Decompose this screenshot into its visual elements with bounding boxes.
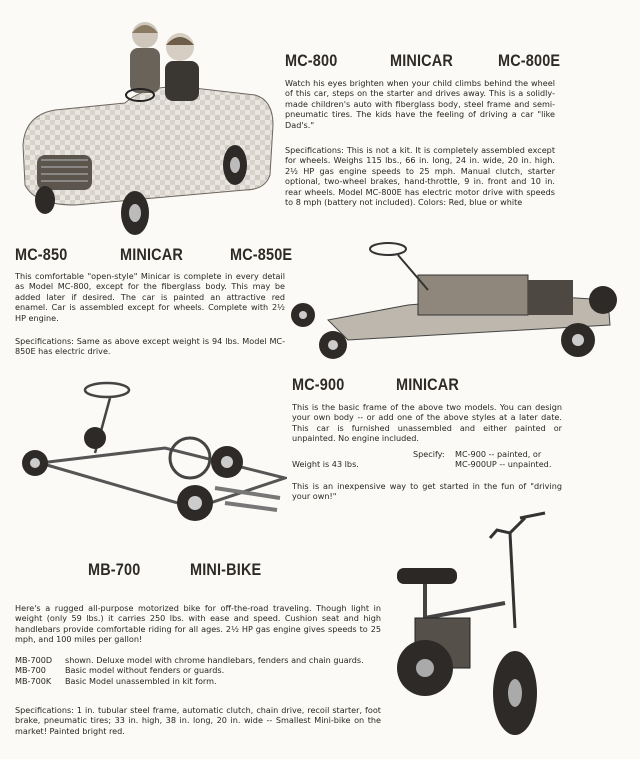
mb700-model-item xyxy=(15,665,381,675)
mc900-specify-option-unpainted: MC-900UP -- unpainted. xyxy=(455,459,552,469)
mc900-specify-label: Specify: xyxy=(413,449,445,459)
mb700-description: Here's a rugged all-purpose motorized bike for off-the-road traveling. Though light in weight (only 59 lbs.) it carries 250 lbs. with ease and speed. Cushion seat and high handlebars provide comfortable riding for all ages. 2½ HP gas engine gives speeds to 25 mph, and 100 miles per gallon! xyxy=(15,603,381,645)
mb700-model-item xyxy=(15,676,381,686)
mc850-type-heading: MINICAR xyxy=(120,245,184,264)
mc850-description: This comfortable "open-style" Minicar is complete in every detail as Model MC-800, except for the fiberglass body. This may be added later if desired. The car is painted an attractive red enamel. Car is assembled except for wheels. Complete with 2½ HP engine. xyxy=(15,271,285,323)
model-code: MB-700K xyxy=(15,675,52,686)
mc800-model-heading: MC-800 xyxy=(285,51,338,70)
mb700-model-heading: MB-700 xyxy=(88,560,141,579)
mc900-weight: Weight is 43 lbs. xyxy=(292,459,359,469)
mb700-minibike-photo xyxy=(385,508,565,748)
model-text: Basic Model unassembled in kit form. xyxy=(65,675,217,686)
mc850-specifications: Specifications: Same as above except weight is 94 lbs. Model MC-850E has electric drive. xyxy=(15,336,285,357)
mb700-model-list xyxy=(15,655,381,686)
mc900-frame-photo xyxy=(15,368,287,526)
model-text: shown. Deluxe model with chrome handlebars, fenders and chain guards. xyxy=(65,655,364,665)
mb700-model-item xyxy=(15,655,381,665)
mc900-closing: This is an inexpensive way to get started in the fun of "driving your own!" xyxy=(292,481,562,502)
mb700-type-heading: MINI-BIKE xyxy=(190,560,262,579)
mc800-specifications: Specifications: This is not a kit. It is completely assembled except for wheels. Weighs 115 lbs., 66 in. long, 24 in. wide, 20 in. high. 2½ HP gas engine speeds to 25 mph. Manual clutch, starter optional, two-wheel brakes, hand-throttle, 9 in. front and 10 in. rear wheels. Model MC-800E has electric motor drive with speeds to 8 mph (battery not included). Colors: Red, blue or white xyxy=(285,145,555,208)
mc800-variant-heading: MC-800E xyxy=(498,51,561,70)
mc850-car-photo xyxy=(288,235,628,367)
mc900-description: This is the basic frame of the above two models. You can design your own body -- or add one of the above styles at a later date. This car is furnished unassembled and either painted or unpainted. No engine included. xyxy=(292,402,562,444)
mb700-specifications: Specifications: 1 in. tubular steel frame, automatic clutch, chain drive, recoil starter, foot brake, pneumatic tires; 33 in. high, 38 in. long, 20 in. wide -- Smallest Mini-bike on the market! Painted bright red. xyxy=(15,705,381,736)
model-text: Basic model without fenders or guards. xyxy=(65,665,225,676)
mc800-description: Watch his eyes brighten when your child climbs behind the wheel of this car, steps on the starter and drives away. This is a solidly-made children's auto with fiberglass body, steel frame and semi-pneumatic tires. The kids have the feeling of driving a car "like Dad's." xyxy=(285,78,555,130)
model-code: MB-700 xyxy=(15,665,46,676)
mc800-car-photo xyxy=(15,15,277,237)
model-code: MB-700D xyxy=(15,655,53,665)
mc900-model-heading: MC-900 xyxy=(292,375,345,394)
mc850-model-heading: MC-850 xyxy=(15,245,68,264)
mc900-type-heading: MINICAR xyxy=(396,375,460,394)
mc850-variant-heading: MC-850E xyxy=(230,245,293,264)
mc800-type-heading: MINICAR xyxy=(390,51,454,70)
mc900-specify-option-painted: MC-900 -- painted, or xyxy=(455,449,542,459)
